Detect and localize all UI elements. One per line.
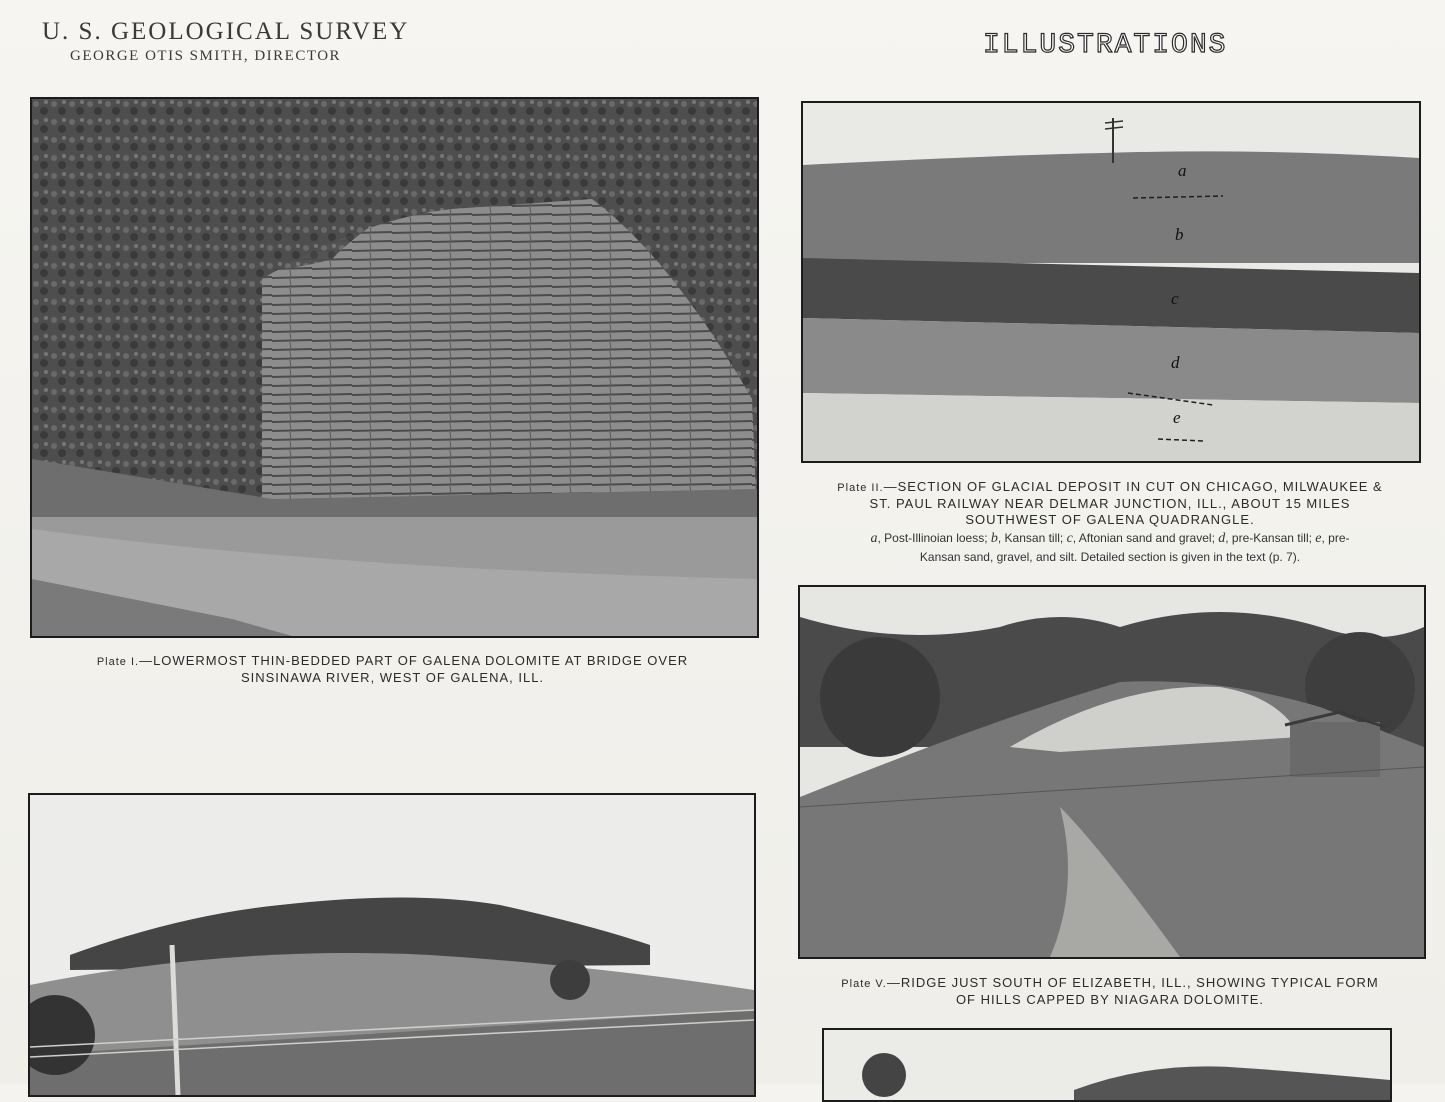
legend-letter-d: d xyxy=(1218,531,1226,546)
plate-5-caption xyxy=(790,975,1430,1008)
layer-label-c: c xyxy=(1171,289,1179,308)
illustrations-heading: ILLUSTRATIONS xyxy=(983,30,1228,61)
plate-2-caption xyxy=(790,479,1430,528)
legend-text-c: , Aftonian sand and gravel; xyxy=(1072,531,1219,545)
legend-letter-a: a xyxy=(870,531,878,546)
plate-2-caption-prefix: Plate II. xyxy=(837,482,884,494)
layer-label-b: b xyxy=(1175,225,1184,244)
plate-2-caption-line1: —SECTION OF GLACIAL DEPOSIT IN CUT ON CHICAGO, MILWAUKEE & xyxy=(883,479,1383,494)
legend-text-b: , Kansan till; xyxy=(997,531,1067,545)
plate-1-caption xyxy=(40,653,745,686)
plate-5-photo xyxy=(798,585,1426,959)
plate-5-caption-line1: —RIDGE JUST SOUTH OF ELIZABETH, ILL., SHOWING TYPICAL FORM xyxy=(886,975,1379,990)
survey-title: U. S. GEOLOGICAL SURVEY xyxy=(42,18,410,45)
plate-1-photo xyxy=(30,97,759,638)
plate-2-photo xyxy=(801,101,1421,463)
plate-2-caption-line2: ST. PAUL RAILWAY NEAR DELMAR JUNCTION, ILL., ABOUT 15 MILES xyxy=(869,496,1351,511)
layer-label-e: e xyxy=(1173,408,1181,427)
legend-text-d: , pre-Kansan till; xyxy=(1225,531,1316,545)
plate-1-caption-prefix: Plate I. xyxy=(96,656,140,668)
layer-label-d: d xyxy=(1171,353,1180,372)
legend-line2: Kansan sand, gravel, and silt. Detailed section is given in the text (p. 7). xyxy=(919,550,1301,564)
plate-2-legend xyxy=(785,529,1435,567)
legend-text-e: , pre- xyxy=(1321,531,1350,545)
layer-label-a: a xyxy=(1178,161,1187,180)
legend-text-a: , Post-Illinoian loess; xyxy=(877,531,991,545)
legend-letter-c: c xyxy=(1066,531,1073,546)
plate-5-caption-line2: OF HILLS CAPPED BY NIAGARA DOLOMITE. xyxy=(955,992,1265,1007)
plate-lower-right-photo xyxy=(822,1028,1392,1102)
plate-lower-left-photo xyxy=(28,793,756,1097)
legend-letter-b: b xyxy=(990,531,998,546)
plate-2-caption-line3: SOUTHWEST OF GALENA QUADRANGLE. xyxy=(965,512,1255,527)
plate-1-caption-line2: SINSINAWA RIVER, WEST OF GALENA, ILL. xyxy=(240,670,545,685)
plate-1-caption-line1: —LOWERMOST THIN-BEDDED PART OF GALENA DOLOMITE AT BRIDGE OVER xyxy=(139,653,689,668)
legend-letter-e: e xyxy=(1315,531,1322,546)
survey-director: GEORGE OTIS SMITH, DIRECTOR xyxy=(70,48,342,64)
plate-5-caption-prefix: Plate V. xyxy=(841,978,887,990)
